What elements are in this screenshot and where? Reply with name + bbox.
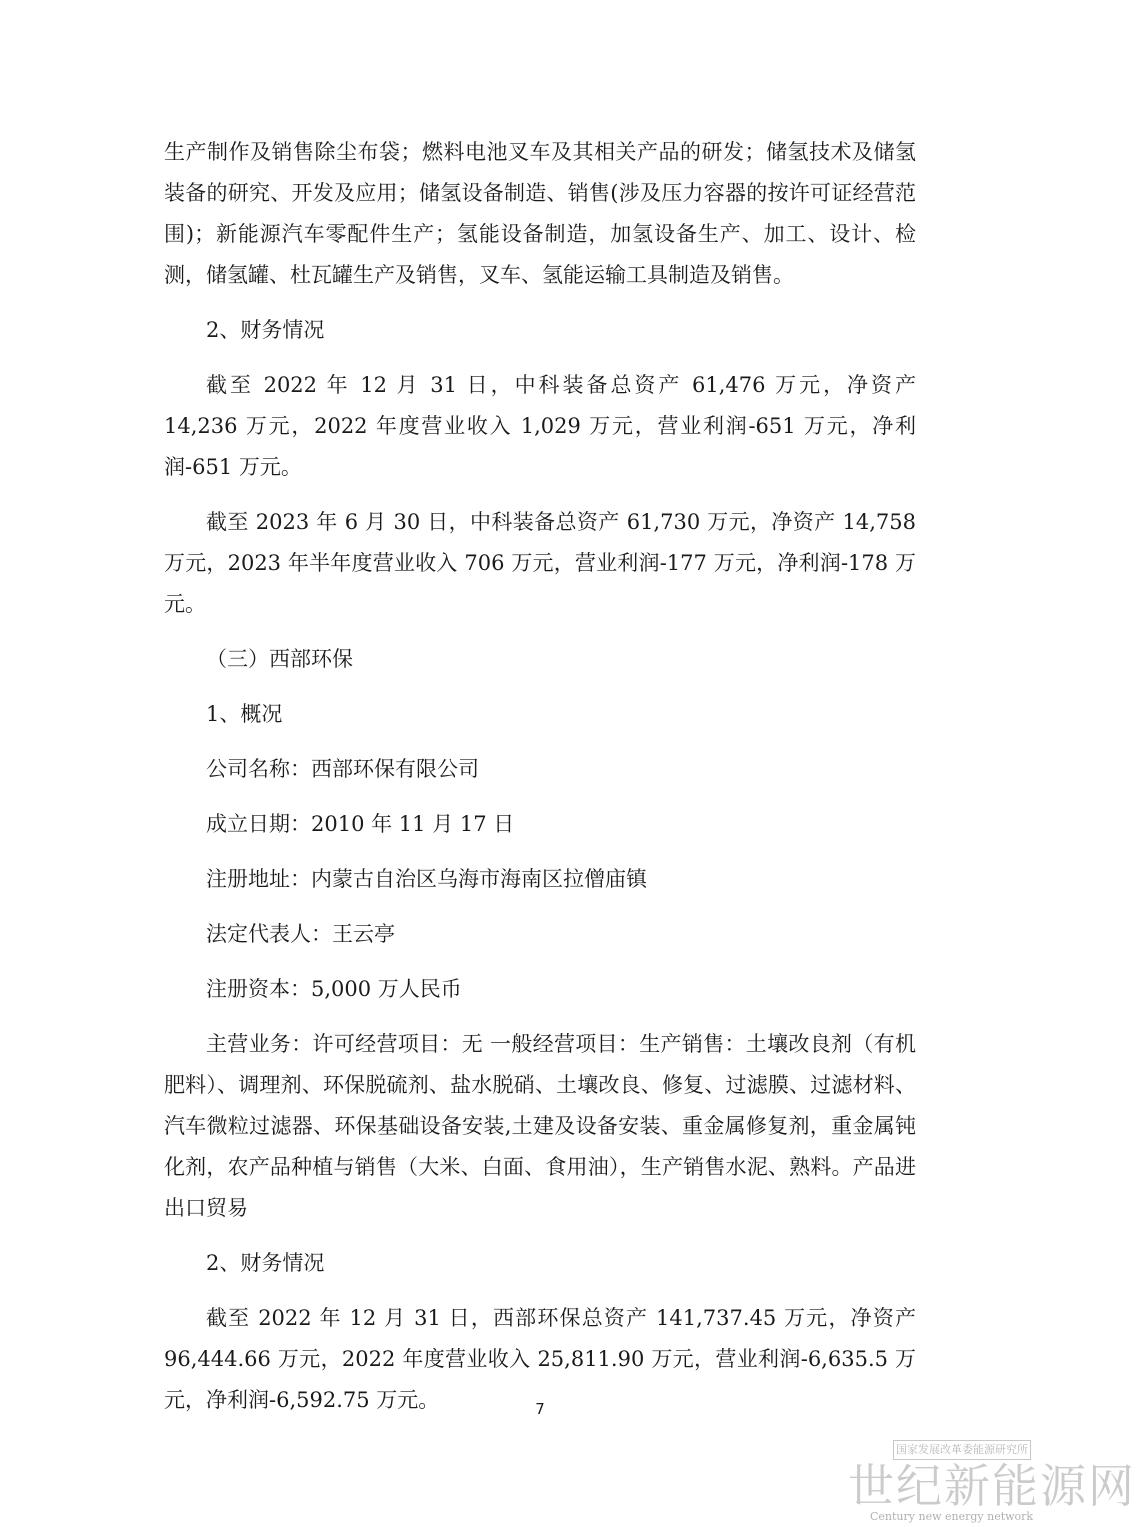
established-date: 成立日期：2010 年 11 月 17 日 [206,812,515,836]
document-body [164,132,916,1435]
zk-finance-2022: 截至 2022 年 12 月 31 日，中科装备总资产 61,476 万元，净资产 14,236 万元，2022 年度营业收入 1,029 万元，营业利润-651 万元，净利润-651 万元。 [164,373,916,479]
watermark-brand-logo: 世纪新能源网 [848,1459,1136,1513]
xb-finance-heading: 2、财务情况 [206,1251,325,1275]
overview-heading: 1、概况 [206,702,283,726]
section-heading-xibu: （三）西部环保 [206,647,353,671]
registered-address: 注册地址：内蒙古自治区乌海市海南区拉僧庙镇 [206,867,647,891]
zk-finance-2023: 截至 2023 年 6 月 30 日，中科装备总资产 61,730 万元，净资产 14,758 万元，2023 年半年度营业收入 706 万元，营业利润-177 万元，净利润-178 万元。 [164,510,916,616]
registered-capital: 注册资本：5,000 万人民币 [206,977,462,1001]
company-name: 公司名称：西部环保有限公司 [206,757,479,781]
main-business: 主营业务：许可经营项目：无 一般经营项目：生产销售：土壤改良剂（有机肥料）、调理剂、环保脱硫剂、盐水脱硝、土壤改良、修复、过滤膜、过滤材料、汽车微粒过滤器、环保基础设备安装,土建及设备安装、重金属修复剂，重金属钝化剂，农产品种植与销售（大米、白面、食用油），生产销售水泥、熟料。产品进出口贸易 [164,1032,916,1220]
xb-finance-2022: 截至 2022 年 12 月 31 日，西部环保总资产 141,737.45 万元，净资产 96,444.66 万元，2022 年度营业收入 25,811.90 万元，营业利润-6,635.5 万元，净利润-6,592.75 万元。 [164,1306,916,1412]
legal-representative: 法定代表人：王云亭 [206,922,395,946]
zk-finance-heading: 2、财务情况 [206,318,325,342]
watermark-box-text: 国家发展改革委能源研究所 [893,1440,1031,1460]
page-number: 7 [535,1400,545,1418]
paragraph-business-scope-continued: 生产制作及销售除尘布袋；燃料电池叉车及其相关产品的研发；储氢技术及储氢装备的研究、开发及应用；储氢设备制造、销售(涉及压力容器的按许可证经营范围)；新能源汽车零配件生产；氢能设备制造，加氢设备生产、加工、设计、检测，储氢罐、杜瓦罐生产及销售，叉车、氢能运输工具制造及销售。 [164,140,916,287]
watermark-english: Century new energy network [870,1510,1034,1523]
